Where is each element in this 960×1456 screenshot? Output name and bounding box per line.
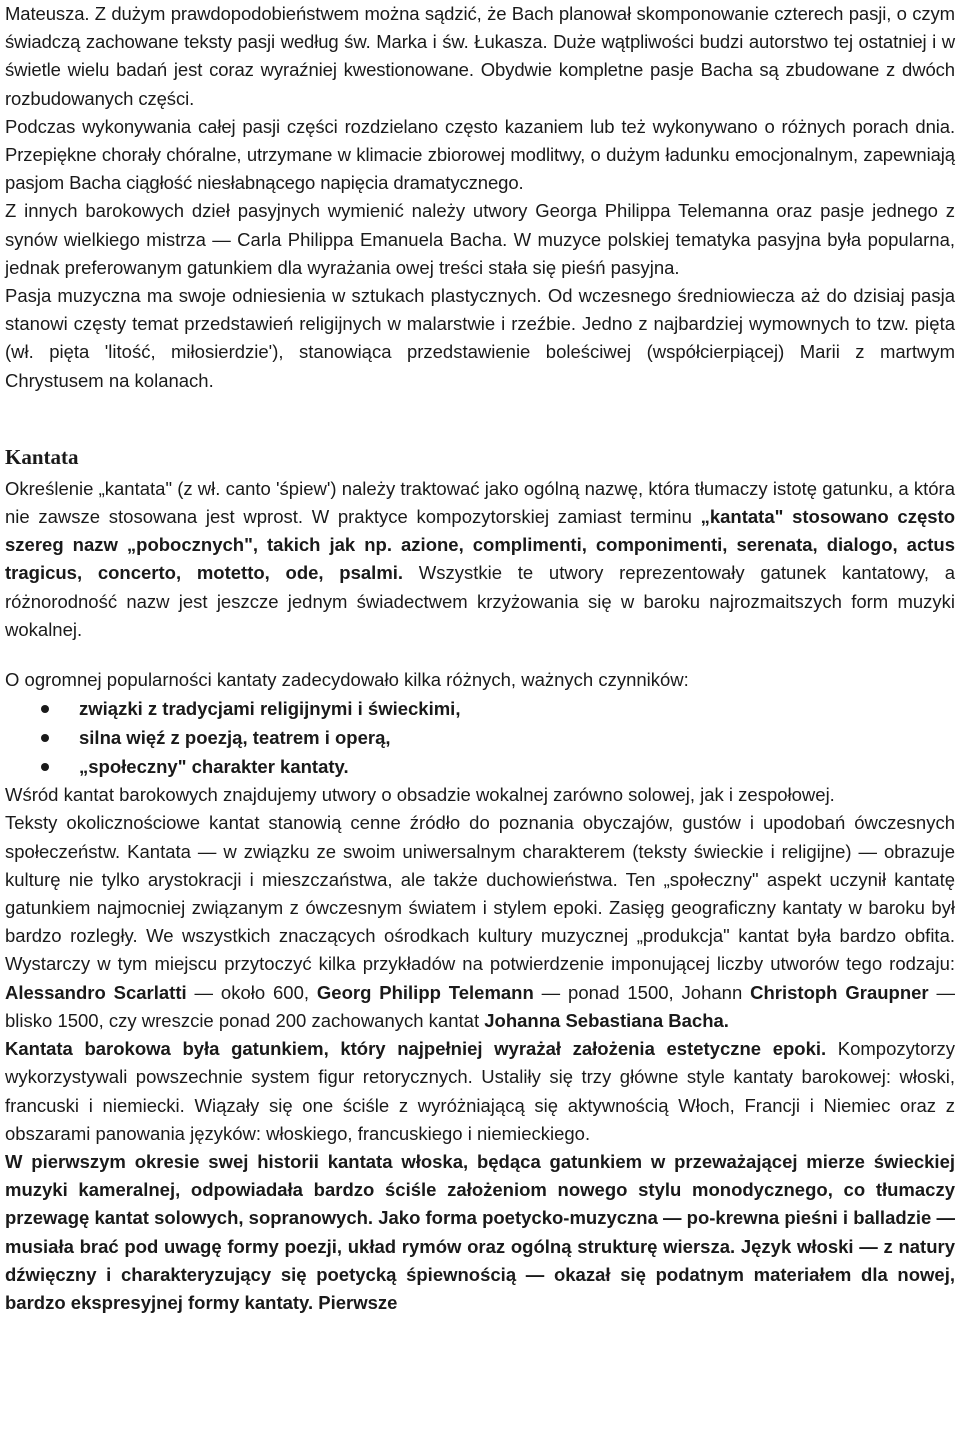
composer-name: Alessandro Scarlatti	[5, 981, 187, 1003]
spacer	[5, 644, 955, 666]
list-item	[5, 752, 955, 781]
bold-run: „kantata" stosowano często szereg nazw „pobocznych", takich jak np. azione, complimenti, componimenti, serenata, dialogo, actus tragicus, concerto, motetto, ode, psalmi.	[5, 506, 955, 584]
text-run: Wszystkie te utwory reprezentowały gatunek kantatowy, a różnorodność nazw jest jeszcze jednym świadectwem krzyżowania się w baroku najrozmaitszych form muzyki wokalnej.	[5, 562, 955, 640]
list-item-text: silna więź z poezją, teatrem i operą,	[79, 727, 391, 749]
paragraph-teksty-okolicznosciowe	[5, 809, 955, 1035]
section-heading-kantata: Kantata	[5, 444, 79, 469]
paragraph-okreslenie-kantata	[5, 475, 955, 644]
bold-run: W pierwszym okresie swej historii kantata włoska, będąca gatunkiem w przeważającej mierze świeckiej muzyki kameralnej, odpowiadała bardzo ściśle założeniom nowego stylu monodycznego, co tłumaczy przewagę kantat solowych, sopranowych. Jako forma poetycko-muzyczna — po-krewna pieśni i balladzie — musiała brać pod uwagę formy poezji, układ rymów oraz ogólną strukturę wiersza. Język włoski — z natury dźwięczny i charakteryzujący się poetycką śpiewnością — okazał się podatnym materiałem dla nowej, bardzo ekspresyjnej formy kantaty. Pierwsze	[5, 1150, 955, 1313]
factors-list	[5, 694, 955, 781]
list-item-text: związki z tradycjami religijnymi i świeckimi,	[79, 698, 461, 720]
paragraph-kantata-barokowa	[5, 1035, 955, 1148]
paragraph-inne-dziela: Z innych barokowych dzieł pasyjnych wymienić należy utwory Georga Philippa Telemanna oraz pasje jednego z synów wielkiego mistrza — Carla Philippa Emanuela Bacha. W muzyce polskiej tematyka pasyjna była popularna, jednak preferowanym gatunkiem dla wyrażania owej treści stała się pieśń pasyjna.	[5, 200, 955, 278]
paragraph-sztuki-plastyczne: Pasja muzyczna ma swoje odniesienia w sztukach plastycznych. Od wczesnego średniowiecza aż do dzisiaj pasja stanowi częsty temat przedstawień religijnych w malarstwie i rzeźbie. Jedno z najbardziej wymownych to tzw. pięta (wł. pięta 'litość, miłosierdzie'), stanowiąca przedstawienie boleściwej (współcierpiącej) Marii z martwym Chrystusem na kolanach.	[5, 285, 955, 391]
paragraph-kantata-wloska	[5, 1148, 955, 1317]
paragraph-wsrod-kantat: Wśród kantat barokowych znajdujemy utwory o obsadzie wokalnej zarówno solowej, jak i zespołowej.	[5, 784, 835, 806]
text-run: — ponad 1500, Johann	[533, 981, 751, 1003]
text-run: — blisko 1500, czy wreszcie ponad 200 zachowanych kantat	[5, 981, 956, 1031]
list-item	[5, 723, 955, 752]
paragraph-wykonywanie-pasji: Podczas wykonywania całej pasji części rozdzielano często kazaniem lub też wykonywano o różnych porach dnia. Przepiękne chorały chóralne, utrzymane w klimacie zbiorowej modlitwy, o dużym ładunku emocjonalnym, zapewniają pasjom Bacha ciągłość niesłabnącego napięcia dramatycznego.	[5, 115, 955, 194]
composer-name: Georg Philipp Telemann	[316, 981, 534, 1003]
spacer	[5, 395, 955, 443]
bullet-icon	[41, 763, 49, 771]
text-run: Określenie „kantata" (z wł. canto 'śpiew') należy traktować jako ogólną nazwę, która tłumaczy istotę gatunku, a która nie zawsze stosowana jest wprost. W praktyce kompozytorskiej zamiast terminu	[5, 477, 955, 528]
bold-run: Kantata barokowa była gatunkiem, który najpełniej wyrażał założenia estetyczne epoki.	[5, 1038, 827, 1060]
bullet-icon	[41, 734, 49, 742]
paragraph-pasje-bacha: Mateusza. Z dużym prawdopodobieństwem można sądzić, że Bach planował skomponowanie czterech pasji, o czym świadczą zachowane teksty pasji według św. Marka i św. Łukasza. Duże wątpliwości budzi autorstwo tej ostatniej i w świetle wielu badań jest coraz wyraźniej kwestionowane. Obydwie kompletne pasje Bacha są zbudowane z dwóch rozbudowanych części.	[5, 3, 955, 109]
list-item	[5, 694, 955, 723]
bullet-icon	[41, 705, 49, 713]
text-run: — około 600,	[186, 981, 317, 1003]
composer-name: Johanna Sebastiana Bacha.	[484, 1009, 729, 1031]
text-run: Kompozytorzy wykorzystywali powszechnie system figur retorycznych. Ustaliły się trzy główne style kantaty barokowej: włoski, francuski i niemiecki. Wiązały się one ściśle z wyróżniającą się aktywnością Włoch, Francji i Niemiec oraz z obszarami panowania języków: włoskiego, francuskiego i niemieckiego.	[5, 1038, 955, 1144]
text-run: Teksty okolicznościowe kantat stanowią cenne źródło do poznania obyczajów, gustów i upodobań ówczesnych społeczeństw. Kantata — w związku ze swoim uniwersalnym charakterem (teksty świeckie i religijne) — obrazuje kulturę nie tylko arystokracji i mieszczaństwa, ale także duchowieństwa. Ten „społeczny" aspekt uczynił kantatę gatunkiem najmocniej związanym z ówczesnym światem i stylem epoki. Zasięg geograficzny kantaty w baroku był bardzo rozległy. We wszystkich znaczących ośrodkach kultury muzycznej „produkcja" kantat była bardzo obfita. Wystarczy w tym miejscu przytoczyć kilka przykładów na potwierdzenie imponującej liczby utworów tego rodzaju:	[5, 812, 955, 975]
list-item-text: „społeczny" charakter kantaty.	[79, 756, 349, 778]
composer-name: Christoph Graupner	[750, 981, 929, 1003]
paragraph-factors-intro: O ogromnej popularności kantaty zadecydowało kilka różnych, ważnych czynników:	[5, 669, 689, 691]
